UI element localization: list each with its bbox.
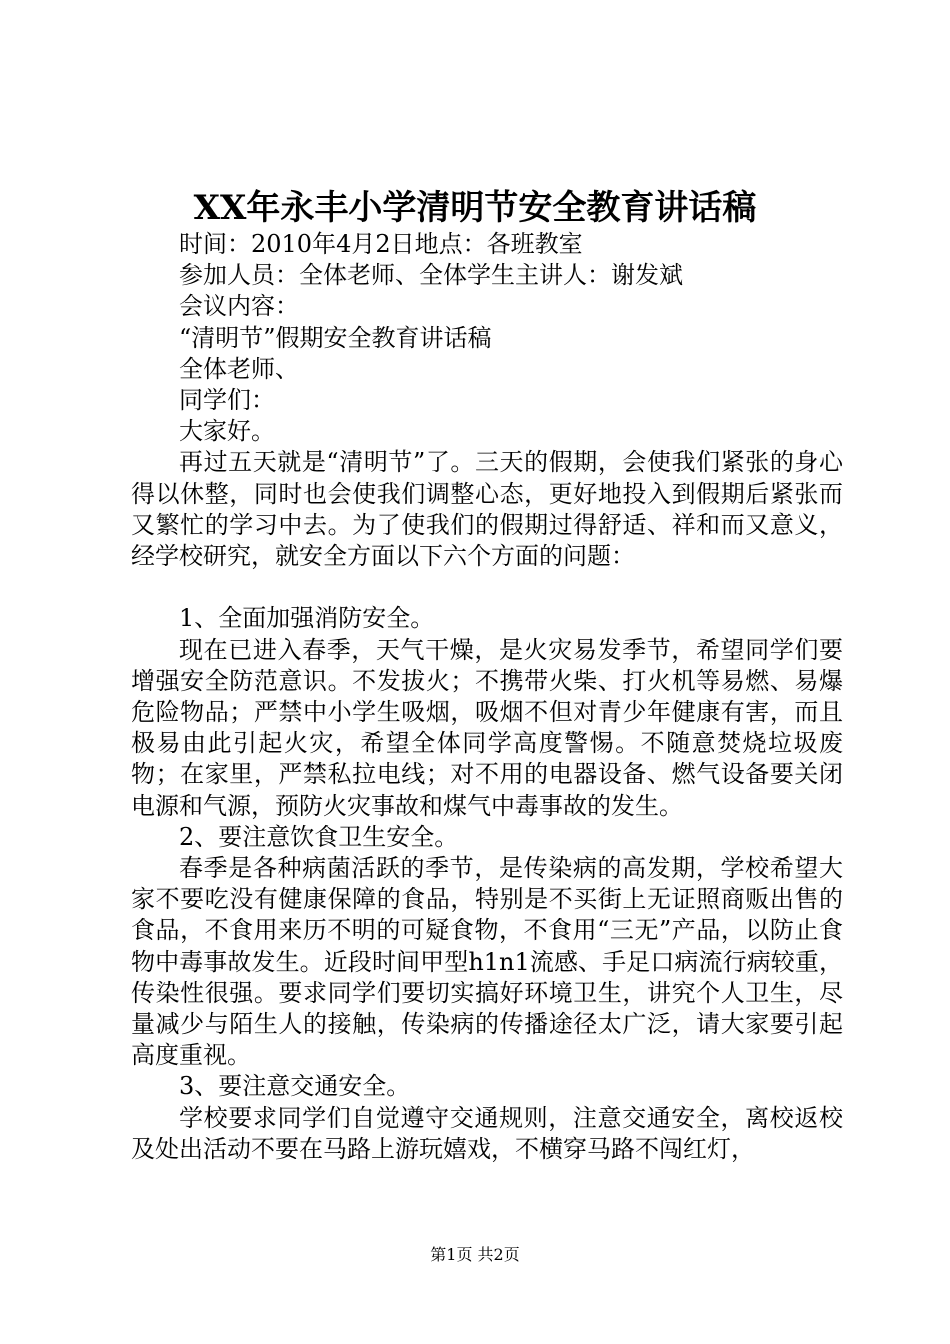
page-number-footer: 第1页 共2页 [430, 1245, 520, 1264]
food-safety-paragraph: 春季是各种病菌活跃的季节，是传染病的高发期，学校希望大家不要吃没有健康保障的食品，特别是不买街上无证照商贩出售的食品，不食用来历不明的可疑食物，不食用“三无”产品，以防止食物中毒事故发生。近段时间甲型h1n1流感、手足口病流行病较重，传染性很强。要求同学们要切实搞好环境卫生，讲究个人卫生，尽量减少与陌生人的接触，传染病的传播途径太广泛，请大家要引起高度重视。 [131, 854, 843, 1070]
document-title: XX年永丰小学清明节安全教育讲话稿 [193, 188, 757, 228]
traffic-safety-paragraph: 学校要求同学们自觉遵守交通规则，注意交通安全，离校返校及处出活动不要在马路上游玩嬉戏，不横穿马路不闯红灯， [131, 1103, 843, 1163]
section-heading-traffic-safety: 3、要注意交通安全。 [179, 1072, 411, 1101]
blank-line [131, 572, 843, 603]
meeting-time-line: 时间：2010年4月2日地点：各班教室 [179, 230, 583, 258]
speech-subtitle: “清明节”假期安全教育讲话稿 [179, 323, 492, 352]
section-heading-fire-safety: 1、全面加强消防安全。 [179, 604, 435, 633]
greeting: 大家好。 [179, 417, 275, 446]
participants-line: 参加人员：全体老师、全体学生主讲人：谢发斌 [179, 261, 683, 290]
document-body [131, 229, 843, 1165]
salutation-teachers: 全体老师、 [179, 354, 299, 383]
salutation-students: 同学们： [179, 386, 275, 415]
fire-safety-paragraph: 现在已进入春季，天气干燥，是火灾易发季节，希望同学们要增强安全防范意识。不发拔火；不携带火柴、打火机等易燃、易爆危险物品；严禁中小学生吸烟，吸烟不但对青少年健康有害，而且极易由此引起火灾，希望全体同学高度警惕。不随意焚烧垃圾废物；在家里，严禁私拉电线；对不用的电器设备、燃气设备要关闭电源和气源，预防火灾事故和煤气中毒事故的发生。 [131, 635, 843, 820]
intro-paragraph: 再过五天就是“清明节”了。三天的假期，会使我们紧张的身心得以休整，同时也会使我们调整心态，更好地投入到假期后紧张而又繁忙的学习中去。为了使我们的假期过得舒适、祥和而又意义，经学校研究，就安全方面以下六个方面的问题： [131, 448, 843, 571]
meeting-content-label: 会议内容： [179, 292, 299, 321]
section-heading-food-safety: 2、要注意饮食卫生安全。 [179, 822, 459, 851]
